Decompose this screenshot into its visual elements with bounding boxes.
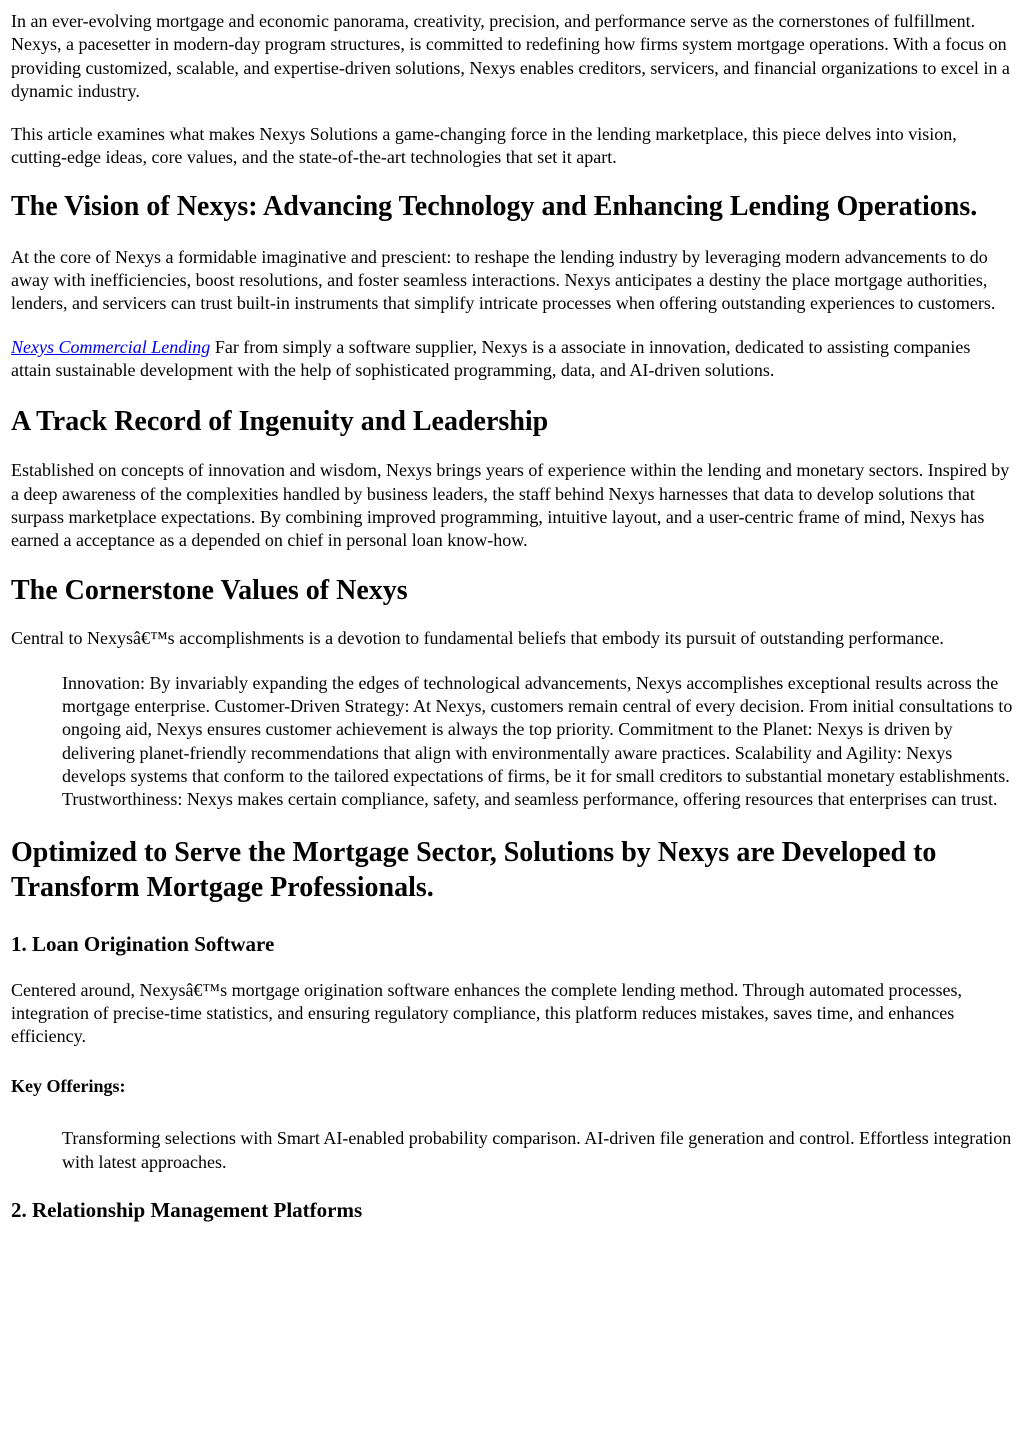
vision-heading: The Vision of Nexys: Advancing Technology and Enhancing Lending Operations.: [11, 190, 978, 222]
track-record-paragraph: Established on concepts of innovation and wisdom, Nexys brings years of experience within the lending and monetary sectors. Inspired by a deep awareness of the complexities handled by business leaders, the staff behind Nexys harnesses that data to develop solutions that surpass marketplace expectations. By combining improved programming, intuitive layout, and a user-centric frame of mind, Nexys has earned a acceptance as a depended on chief in personal loan know-how.: [11, 460, 1010, 551]
nexys-commercial-lending-link[interactable]: Nexys Commercial Lending: [11, 336, 211, 357]
key-offerings-heading: Key Offerings:: [11, 1076, 126, 1097]
optimized-heading: Optimized to Serve the Mortgage Sector, Solutions by Nexys are Developed to Transform Mortgage Professionals.: [11, 836, 937, 903]
relationship-management-subheading: 2. Relationship Management Platforms: [11, 1198, 363, 1223]
vision-paragraph-2-text: Far from simply a software supplier, Nexys is a associate in innovation, dedicated to assisting companies attain sustainable development with the help of sophisticated programming, data, and AI-driven solutions.: [11, 336, 971, 380]
intro-paragraph-2: This article examines what makes Nexys Solutions a game-changing force in the lending marketplace, this piece delves into vision, cutting-edge ideas, core values, and the state-of-the-art technologies that set it apart.: [11, 124, 957, 168]
vision-paragraph-2: [11, 336, 1013, 383]
loan-origination-subheading: 1. Loan Origination Software: [11, 931, 275, 956]
intro-paragraph-1: In an ever-evolving mortgage and economic panorama, creativity, precision, and performance serve as the cornerstones of fulfillment. Nexys, a pacesetter in modern-day program structures, is committed to redefining how firms system mortgage operations. With a focus on providing customized, scalable, and expertise-driven solutions, Nexys enables creditors, servicers, and financial organizations to excel in a dynamic industry.: [11, 11, 1010, 101]
key-offerings-quote: Transforming selections with Smart AI-enabled probability comparison. AI-driven file generation and control. Effortless integration with latest approaches.: [62, 1128, 1012, 1172]
vision-paragraph-1: At the core of Nexys a formidable imaginative and prescient: to reshape the lending industry by leveraging modern advancements to do away with inefficiencies, boost resolutions, and foster seamless interactions. Nexys anticipates a destiny the place mortgage authorities, lenders, and servicers can trust built-in instruments that simplify intricate processes when offering outstanding experiences to customers.: [11, 246, 996, 314]
article: [0, 10, 1024, 1223]
loan-origination-paragraph: Centered around, Nexysâ€™s mortgage origination software enhances the complete lending method. Through automated processes, integration of precise-time statistics, and ensuring regulatory compliance, this platform reduces mistakes, saves time, and enhances efficiency.: [11, 979, 963, 1047]
values-quote: Innovation: By invariably expanding the edges of technological advancements, Nexys accomplishes exceptional results across the mortgage enterprise. Customer-Driven Strategy: At Nexys, customers remain central of every decision. From initial consultations to ongoing aid, Nexys ensures customer achievement is always the top priority. Commitment to the Planet: Nexys is driven by delivering planet-friendly recommendations that align with environmentally aware practices. Scalability and Agility: Nexys develops systems that conform to the tailored expectations of firms, be it for small creditors to substantial monetary establishments. Trustworthiness: Nexys makes certain compliance, safety, and seamless performance, offering resources that enterprises can trust.: [62, 672, 1013, 810]
values-heading: The Cornerstone Values of Nexys: [11, 575, 408, 607]
values-paragraph: Central to Nexysâ€™s accomplishments is a devotion to fundamental beliefs that embody its pursuit of outstanding performance.: [11, 628, 944, 649]
track-record-heading: A Track Record of Ingenuity and Leadership: [11, 406, 549, 438]
